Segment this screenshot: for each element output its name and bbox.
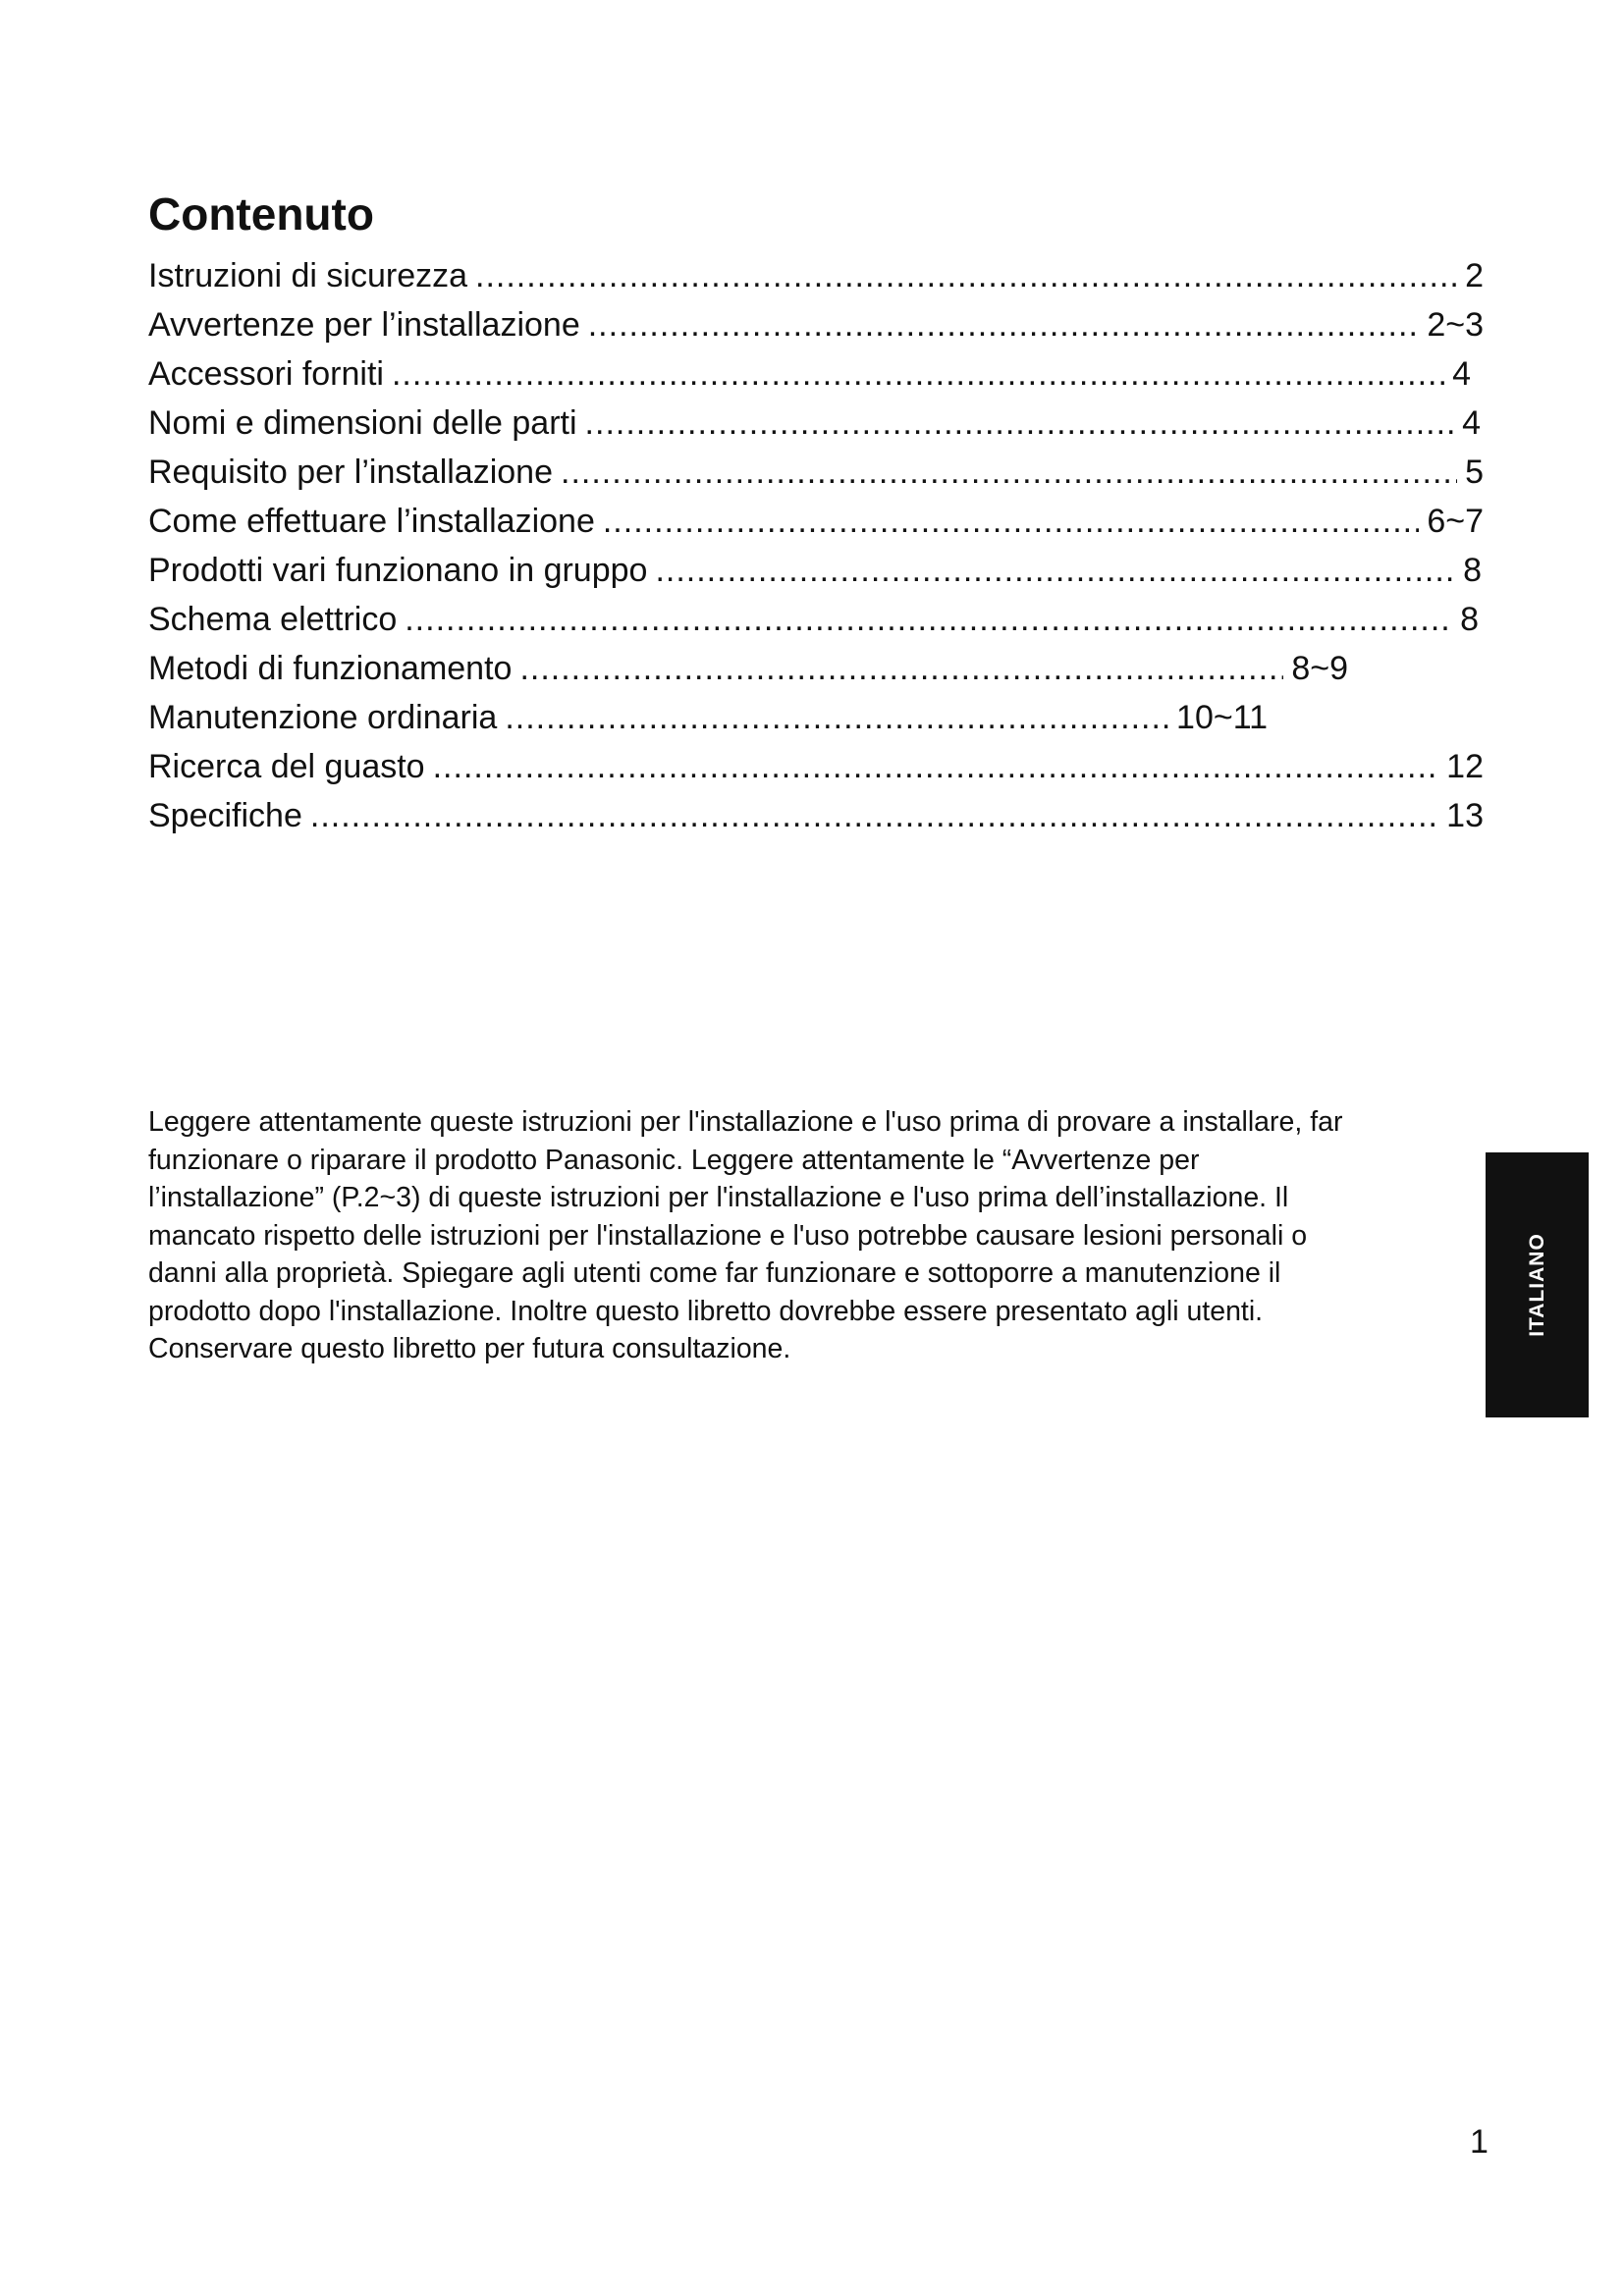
language-tab-label: ITALIANO <box>1525 1233 1548 1337</box>
toc-leader-dots <box>561 448 1457 497</box>
toc-leader-dots <box>519 644 1283 693</box>
toc-leader-dots <box>433 742 1439 791</box>
toc-entry <box>148 349 1471 399</box>
toc-entry <box>148 644 1348 693</box>
page-title: Contenuto <box>148 188 374 240</box>
toc-entry-page: 13 <box>1446 797 1484 834</box>
toc-entry <box>148 300 1484 349</box>
toc-leader-dots <box>392 349 1444 399</box>
toc-entry <box>148 497 1484 546</box>
toc-entry <box>148 693 1268 742</box>
toc-entry <box>148 791 1484 840</box>
toc-entry <box>148 595 1479 644</box>
toc-entry-page: 8 <box>1463 552 1482 589</box>
toc-entry-page: 10~11 <box>1176 699 1268 736</box>
intro-paragraph: Leggere attentamente queste istruzioni per l'installazione e l'uso prima di provare a installare, far funzionare o riparare il prodotto Panasonic. Leggere attentamente le “Avvertenze per l’installazione” (P.2~3) di queste istruzioni per l'installazione e l'uso prima dell’installazione. Il mancato rispetto delle istruzioni per l'installazione e l'uso potrebbe causare lesioni personali o danni alla proprietà. Spiegare agli utenti come far funzionare e sottoporre a manutenzione il prodotto dopo l'installazione. Inoltre questo libretto dovrebbe essere presentato agli utenti. Conservare questo libretto per futura consultazione. <box>148 1106 1343 1364</box>
toc-entry <box>148 448 1484 497</box>
toc-entry-page: 8 <box>1460 601 1479 638</box>
toc-entry <box>148 399 1481 448</box>
toc-entry-page: 5 <box>1465 454 1484 491</box>
toc-leader-dots <box>603 497 1419 546</box>
toc-entry-label: Accessori forniti <box>148 355 384 393</box>
toc-entry-label: Requisito per l’installazione <box>148 454 554 491</box>
toc-entry <box>148 546 1482 595</box>
toc-entry-label: Ricerca del guasto <box>148 748 425 785</box>
toc-entry-page: 8~9 <box>1291 650 1348 687</box>
toc-leader-dots <box>655 546 1455 595</box>
toc-entry <box>148 251 1484 300</box>
toc-entry-page: 2 <box>1465 257 1484 294</box>
page-number: 1 <box>1470 2123 1489 2161</box>
toc-entry-label: Istruzioni di sicurezza <box>148 257 468 294</box>
toc-entry-page: 4 <box>1462 404 1481 442</box>
toc-leader-dots <box>588 300 1420 349</box>
toc-entry-label: Nomi e dimensioni delle parti <box>148 404 577 442</box>
toc-entry-label: Prodotti vari funzionano in gruppo <box>148 552 648 589</box>
toc-leader-dots <box>585 399 1455 448</box>
toc-entry <box>148 742 1484 791</box>
toc-entry-page: 4 <box>1452 355 1471 393</box>
toc-entry-label: Avvertenze per l’installazione <box>148 306 580 344</box>
toc-entry-label: Schema elettrico <box>148 601 398 638</box>
toc-leader-dots <box>405 595 1452 644</box>
language-tab <box>1486 1152 1589 1417</box>
toc-leader-dots <box>505 693 1168 742</box>
toc-entry-page: 6~7 <box>1427 503 1484 540</box>
table-of-contents <box>148 251 1484 840</box>
toc-entry-label: Metodi di funzionamento <box>148 650 513 687</box>
toc-entry-label: Manutenzione ordinaria <box>148 699 498 736</box>
toc-leader-dots <box>475 251 1457 300</box>
toc-leader-dots <box>310 791 1438 840</box>
toc-entry-page: 12 <box>1446 748 1484 785</box>
toc-entry-label: Come effettuare l’installazione <box>148 503 595 540</box>
toc-entry-label: Specifiche <box>148 797 302 834</box>
toc-entry-page: 2~3 <box>1427 306 1484 344</box>
